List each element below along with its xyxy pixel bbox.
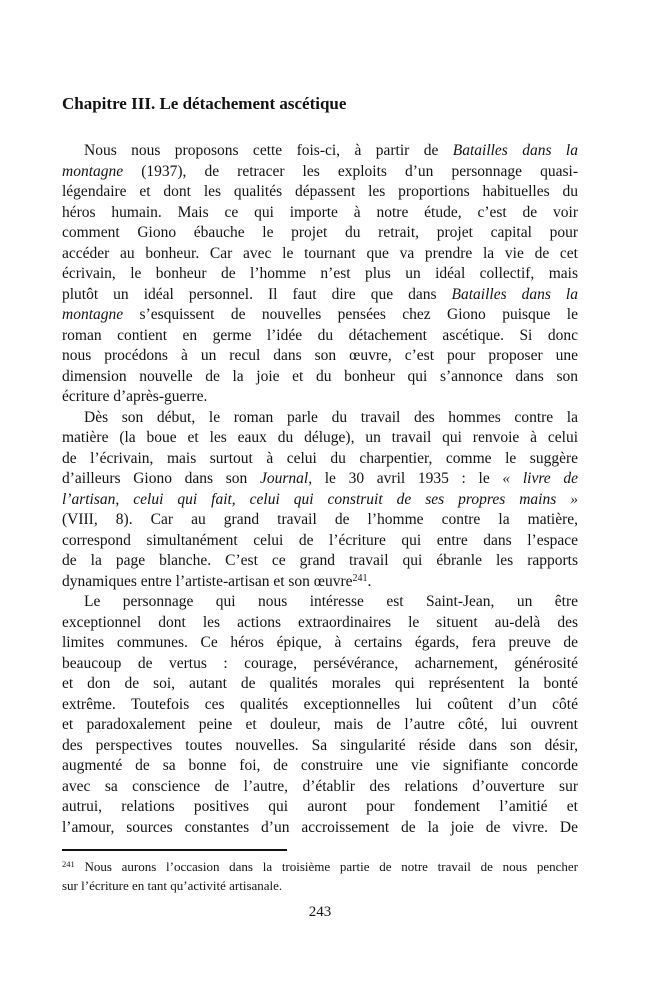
text-segment: montagne bbox=[62, 306, 124, 323]
text-line bbox=[62, 674, 578, 695]
text-line bbox=[62, 244, 578, 265]
text-line bbox=[62, 449, 578, 470]
text-segment: nous procédons à un recul dans son œuvre, c’est pour proposer une bbox=[62, 347, 578, 364]
text-segment: Le personnage qui nous intéresse est Saint-Jean, un être bbox=[84, 593, 578, 610]
text-line bbox=[62, 592, 578, 613]
text-line bbox=[62, 572, 578, 593]
text-segment: légendaire et dont les qualités dépassent les proportions habituelles du bbox=[62, 183, 578, 200]
text-line bbox=[62, 387, 578, 408]
text-segment: . bbox=[367, 572, 372, 590]
text-segment: Nous nous proposons cette fois-ci, à partir de bbox=[84, 142, 453, 159]
text-line bbox=[62, 756, 578, 777]
text-line bbox=[62, 305, 578, 326]
text-segment: l’artisan, celui qui fait, celui qui construit de ses propres mains » bbox=[62, 490, 578, 508]
text-segment: roman contient en germe l’idée du détachement ascétique. Si donc bbox=[62, 326, 578, 344]
text-segment: plutôt un idéal personnel. Il faut dire que dans bbox=[62, 285, 452, 303]
text-line bbox=[62, 613, 578, 634]
text-segment: accéder au bonheur. Car avec le tournant que va prendre la vie de cet bbox=[62, 244, 578, 262]
footnote-separator bbox=[62, 849, 287, 851]
text-segment: (1937), de retracer les exploits d’un personnage quasi- bbox=[123, 162, 578, 180]
text-line bbox=[62, 490, 578, 511]
text-segment: sur l’écriture en tant qu’activité artisanale. bbox=[62, 877, 283, 893]
text-segment: et don de soi, autant de qualités morales qui représentent la bonté bbox=[62, 675, 578, 692]
text-segment: des perspectives toutes nouvelles. Sa singularité réside dans son désir, bbox=[62, 736, 578, 754]
footnote-ref: 241 bbox=[62, 859, 75, 869]
text-line bbox=[62, 654, 578, 675]
text-line bbox=[62, 736, 578, 757]
text-line bbox=[62, 551, 578, 572]
text-line bbox=[62, 777, 578, 798]
text-segment: , le 30 avril 1935 : le bbox=[308, 470, 503, 487]
text-segment: augmenté de sa bonne foi, de construire une vie signifiante concorde bbox=[62, 757, 578, 774]
text-segment: écriture d’après-guerre. bbox=[62, 388, 208, 405]
text-line bbox=[62, 531, 578, 552]
text-segment: Batailles dans la bbox=[451, 285, 578, 303]
chapter-title: Chapitre III. Le détachement ascétique bbox=[62, 94, 347, 113]
text-line bbox=[62, 182, 578, 203]
text-segment: (VIII, 8). Car au grand travail de l’homme contre la matière, bbox=[62, 511, 578, 528]
text-segment: s’esquissent de nouvelles pensées chez Giono puisque le bbox=[123, 306, 578, 323]
text-line bbox=[62, 877, 578, 896]
text-segment: beaucoup de vertus : courage, persévérance, acharnement, générosité bbox=[62, 654, 578, 672]
text-line bbox=[62, 326, 578, 347]
text-segment: dynamiques entre l’artiste-artisan et son œuvre bbox=[62, 572, 353, 590]
footnote-ref: 241 bbox=[352, 572, 368, 584]
paragraph bbox=[62, 592, 578, 838]
text-line bbox=[62, 162, 578, 183]
text-line bbox=[62, 510, 578, 531]
text-line bbox=[62, 428, 578, 449]
paragraph bbox=[62, 408, 578, 593]
text-segment: écrivain, le bonheur de l’homme n’est plus un idéal collectif, mais bbox=[62, 265, 578, 282]
text-segment: Journal bbox=[259, 470, 309, 487]
text-line bbox=[62, 223, 578, 244]
text-line bbox=[62, 141, 578, 162]
text-line bbox=[62, 695, 578, 716]
text-segment: extrême. Toutefois ces qualités exceptionnelles lui coûtent d’un côté bbox=[62, 695, 578, 713]
text-segment: et paradoxalement peine et douleur, mais de l’autre côté, lui ouvrent bbox=[62, 716, 578, 733]
text-segment: exceptionnel dont les actions extraordinaires le situent au-delà des bbox=[62, 613, 578, 631]
text-segment: l’amour, sources constantes d’un accroissement de la joie de vivre. De bbox=[62, 818, 578, 836]
text-line bbox=[62, 408, 578, 429]
text-segment: matière (la boue et les eaux du déluge), un travail qui renvoie à celui bbox=[62, 429, 578, 446]
text-segment: montagne bbox=[62, 162, 124, 180]
text-segment: Batailles dans la bbox=[452, 142, 578, 159]
text-segment: d’ailleurs Giono dans son bbox=[62, 470, 260, 487]
text-line bbox=[62, 818, 578, 839]
page-number: 243 bbox=[308, 904, 332, 920]
paragraph bbox=[62, 141, 578, 408]
text-segment: autrui, relations positives qui auront pour fondement l’amitié et bbox=[62, 798, 578, 815]
text-line bbox=[62, 285, 578, 306]
text-line bbox=[62, 203, 578, 224]
text-line bbox=[62, 715, 578, 736]
text-segment: de la page blanche. C’est ce grand travail qui ébranle les rapports bbox=[62, 552, 578, 569]
text-segment: dimension nouvelle de la joie et du bonheur qui s’annonce dans son bbox=[62, 367, 578, 385]
text-segment: de l’écrivain, mais surtout à celui du charpentier, comme le suggère bbox=[62, 449, 578, 467]
text-line bbox=[62, 346, 578, 367]
text-segment: Nous aurons l’occasion dans la troisième partie de notre travail de nous pencher bbox=[74, 859, 578, 874]
text-segment: héros humain. Mais ce qui importe à notre étude, c’est de voir bbox=[62, 203, 578, 221]
text-line bbox=[62, 469, 578, 490]
text-line bbox=[62, 264, 578, 285]
text-segment: limites communes. Ce héros épique, à certains égards, fera preuve de bbox=[62, 634, 578, 651]
text-segment: comment Giono ébauche le projet du retrait, projet capital pour bbox=[62, 224, 578, 241]
text-line bbox=[62, 633, 578, 654]
text-line bbox=[62, 367, 578, 388]
text-line bbox=[62, 858, 578, 877]
text-segment: avec sa conscience de l’autre, d’établir des relations d’ouverture sur bbox=[62, 777, 578, 795]
text-segment: correspond simultanément celui de l’écriture qui entre dans l’espace bbox=[62, 531, 578, 549]
text-line bbox=[62, 797, 578, 818]
footnote bbox=[62, 858, 578, 895]
text-segment: Dès son début, le roman parle du travail des hommes contre la bbox=[84, 408, 578, 426]
text-segment: « livre de bbox=[502, 470, 578, 487]
body-text bbox=[62, 141, 578, 838]
